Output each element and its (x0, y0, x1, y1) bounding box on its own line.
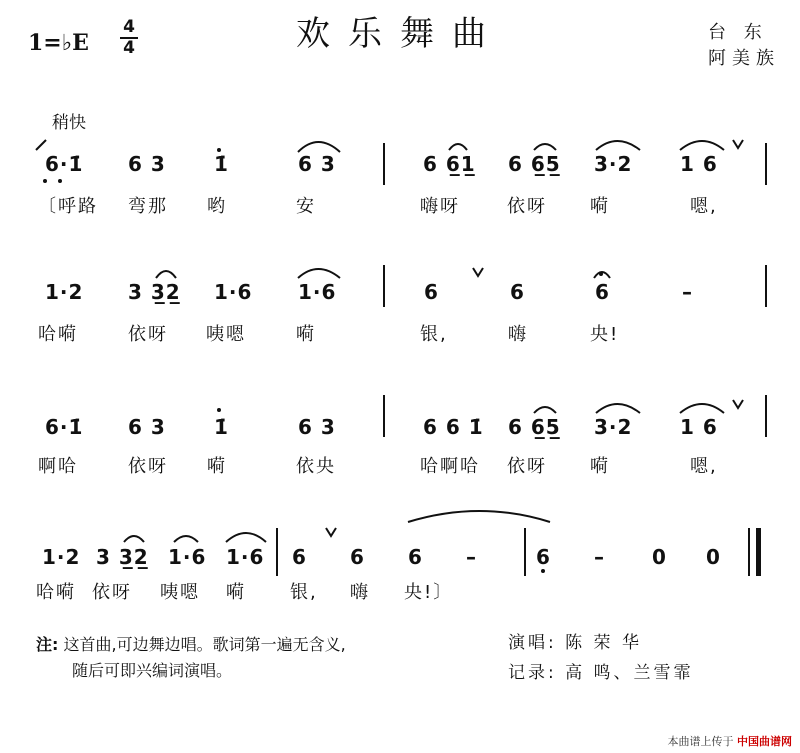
note-group: 6 (536, 545, 551, 569)
lyric: 嗬 (226, 582, 246, 603)
note-group: 6 (350, 545, 365, 569)
footnote-line-1: 这首曲,可边舞边唱。歌词第一遍无含义, (63, 635, 346, 654)
lyric: 哈嗬 (38, 324, 78, 345)
note-group: 6 6̲5̲ (508, 152, 561, 176)
note-group: 6 3 (298, 415, 336, 439)
note-group: – (682, 280, 693, 304)
note-group: 1̇ (214, 415, 229, 439)
lyric: 咦嗯 (160, 582, 200, 603)
lyric: 央!〕 (404, 582, 454, 603)
watermark-prefix: 本曲谱上传于 (667, 735, 734, 748)
credit-recorder (508, 658, 694, 688)
note-group: – (594, 545, 605, 569)
time-sig-bottom: 4 (123, 38, 135, 58)
credit-value: 高 鸣、兰雪霏 (565, 663, 694, 683)
footnote (36, 632, 346, 684)
lyric: 嗬 (207, 456, 227, 477)
lyric: 嗯, (690, 196, 718, 217)
lyric: 嗨呀 (420, 196, 460, 217)
lyric: 啊哈 (38, 456, 78, 477)
note-group: 1 6 (680, 152, 718, 176)
lyric: 哈啊哈 (420, 456, 480, 477)
note-group: 6·1̇ (45, 415, 84, 439)
note-group: 6 (292, 545, 307, 569)
note-group: 1·2 (45, 280, 84, 304)
note-group: 1·6 (168, 545, 207, 569)
lyric: 哟 (207, 196, 227, 217)
note-group: 6 (424, 280, 439, 304)
region-line-2: 阿美族 (708, 48, 780, 69)
lyric: 银, (290, 582, 318, 603)
note-group: 3·2 (594, 152, 633, 176)
lyric: 〔呼路 (38, 196, 98, 217)
note-group: – (466, 545, 477, 569)
lyric: 依呀 (507, 196, 547, 217)
lyric: 弯那 (128, 196, 168, 217)
note-group: 1·6 (214, 280, 253, 304)
lyric: 依央 (296, 456, 336, 477)
note-group: 6 (595, 280, 610, 304)
note-group: 6 3 (128, 415, 166, 439)
lyric: 银, (420, 324, 448, 345)
time-sig-top: 4 (123, 17, 135, 37)
footnote-label: 注: (36, 635, 59, 654)
note-group: 1·6 (226, 545, 265, 569)
note-group: 6 6̲5̲ (508, 415, 561, 439)
credit-label: 演唱: (508, 633, 557, 653)
note-group: 3 3̲2̲ (96, 545, 149, 569)
lyric: 嗨 (508, 324, 528, 345)
song-title: 欢乐舞曲 (296, 14, 504, 54)
lyric: 依呀 (128, 456, 168, 477)
watermark (668, 733, 793, 749)
note-group: 6 6̲1̲ (423, 152, 476, 176)
lyric: 依呀 (128, 324, 168, 345)
note-group: 6 3 (128, 152, 166, 176)
note-group: 6 6 1̇ (423, 415, 484, 439)
lyric: 嗬 (296, 324, 316, 345)
note-group: 3 3̲2̲ (128, 280, 181, 304)
note-group: 0 (652, 545, 667, 569)
lyric: 依呀 (92, 582, 132, 603)
region-line-1: 台 东 (708, 22, 768, 43)
watermark-site: 中国曲谱网 (737, 735, 792, 748)
footnote-line-2: 随后可即兴编词演唱。 (72, 661, 233, 680)
note-group: 6 (408, 545, 423, 569)
lyric: 嗯, (690, 456, 718, 477)
credits (508, 628, 694, 688)
lyric: 嗬 (590, 456, 610, 477)
note-group: 1 6 (680, 415, 718, 439)
lyric: 嗬 (590, 196, 610, 217)
lyric: 咦嗯 (206, 324, 246, 345)
lyric: 嗨 (350, 582, 370, 603)
note-group: 1·2 (42, 545, 81, 569)
note-group: 3·2 (594, 415, 633, 439)
credit-value: 陈 荣 华 (565, 633, 642, 653)
tempo-marking: 稍快 (52, 113, 86, 133)
credit-singer (508, 628, 694, 658)
note-group: 1̇ (214, 152, 229, 176)
note-group: 1·6 (298, 280, 337, 304)
note-group: 6 3 (298, 152, 336, 176)
lyric: 央! (590, 324, 620, 345)
lyric: 哈嗬 (36, 582, 76, 603)
note-group: 6·1̇ (45, 152, 84, 176)
lyric: 安 (296, 196, 316, 217)
credit-label: 记录: (508, 663, 557, 683)
lyric: 依呀 (507, 456, 547, 477)
note-group: 6 (510, 280, 525, 304)
key-signature: 1=♭E (28, 30, 89, 56)
note-group: 0 (706, 545, 721, 569)
